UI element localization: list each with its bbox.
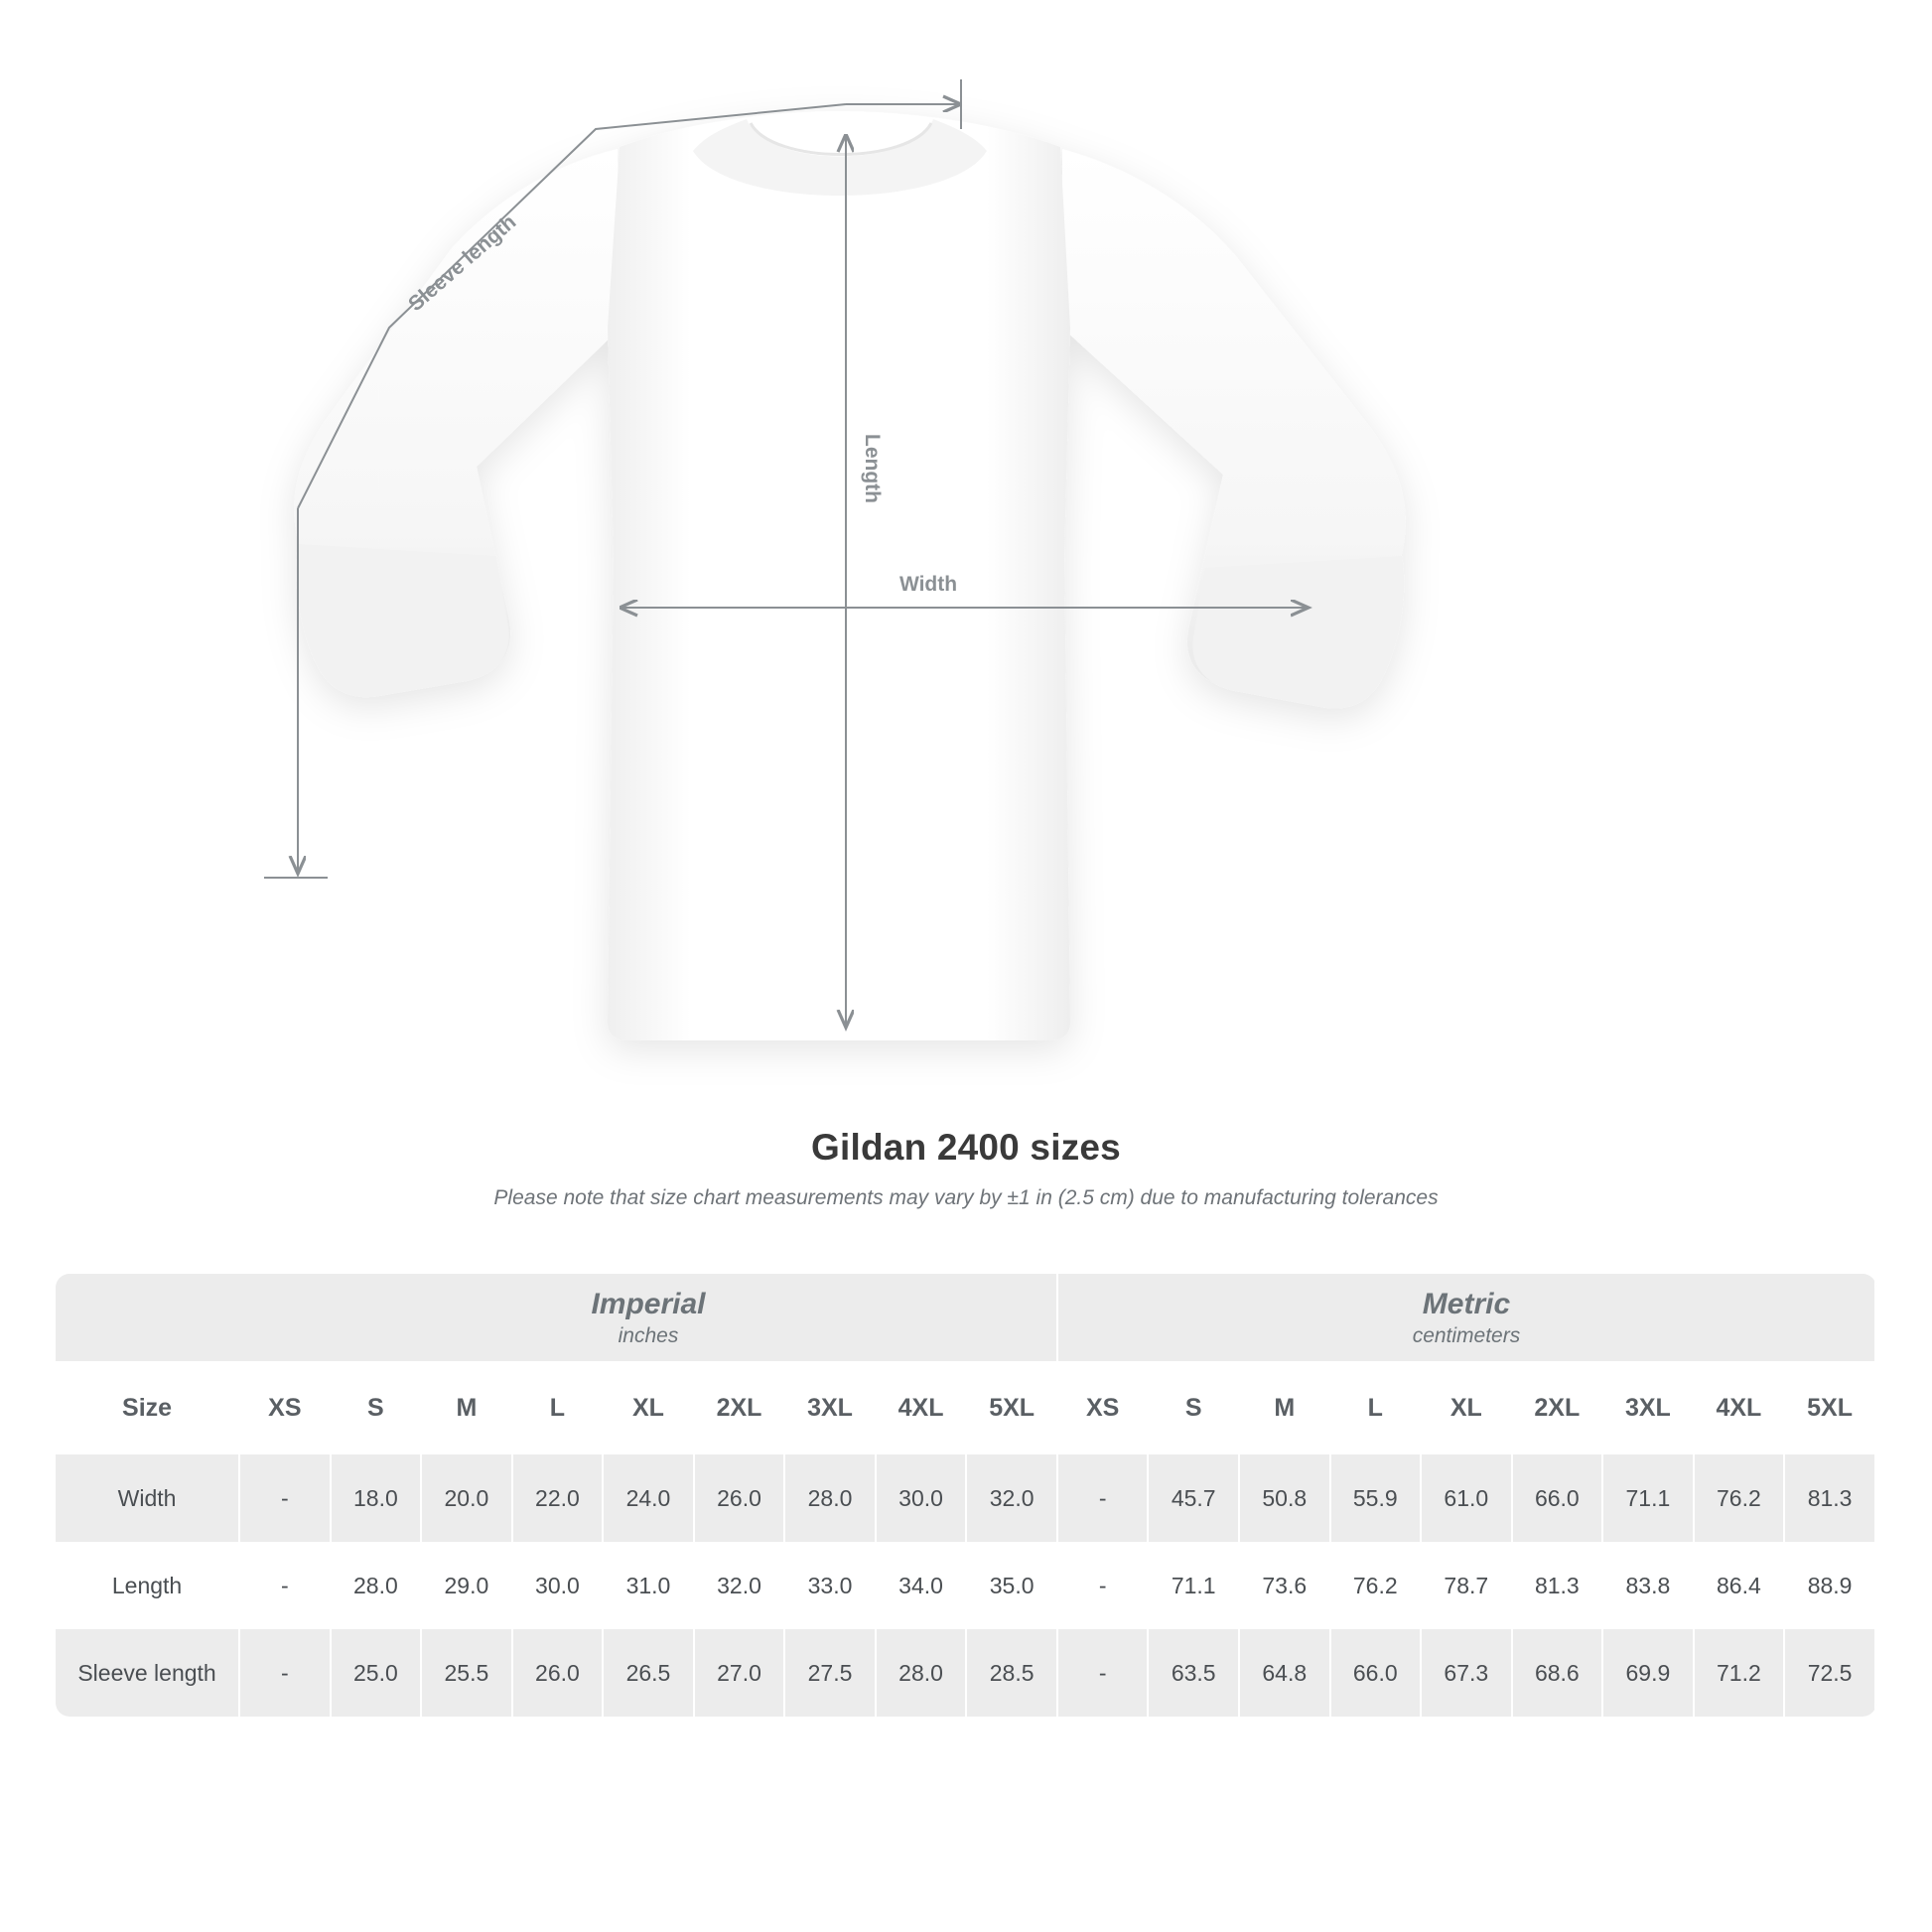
cell-length-imperial-7: 34.0 [877,1542,968,1629]
cell-width-metric-3: 55.9 [1331,1454,1423,1542]
size-col-7: 4XL [877,1361,968,1454]
size-col-3: L [513,1361,605,1454]
cell-sleeve-imperial-5: 27.0 [695,1629,786,1717]
cell-length-metric-0: - [1058,1542,1150,1629]
size-col-15: 3XL [1603,1361,1695,1454]
row-label-length: Length [56,1542,240,1629]
size-col-6: 3XL [785,1361,877,1454]
cell-width-imperial-0: - [240,1454,332,1542]
cell-width-imperial-5: 26.0 [695,1454,786,1542]
size-table [56,1274,1876,1717]
cell-sleeve-imperial-6: 27.5 [785,1629,877,1717]
cell-length-metric-5: 81.3 [1513,1542,1604,1629]
length-label: Length [861,434,884,503]
size-col-8: 5XL [967,1361,1058,1454]
unit-group-metric [1058,1274,1876,1361]
size-header-label: Size [56,1361,240,1454]
cell-width-metric-5: 66.0 [1513,1454,1604,1542]
cell-sleeve-imperial-3: 26.0 [513,1629,605,1717]
cell-length-metric-1: 71.1 [1149,1542,1240,1629]
tolerance-note: Please note that size chart measurements may vary by ±1 in (2.5 cm) due to manufacturing tolerances [493,1186,1439,1209]
size-col-9: XS [1058,1361,1150,1454]
size-col-1: S [332,1361,423,1454]
cell-width-metric-7: 76.2 [1695,1454,1786,1542]
cell-sleeve-metric-8: 72.5 [1785,1629,1876,1717]
table-corner [56,1274,240,1361]
cell-length-imperial-8: 35.0 [967,1542,1058,1629]
cell-sleeve-imperial-7: 28.0 [877,1629,968,1717]
cell-length-imperial-3: 30.0 [513,1542,605,1629]
cell-width-imperial-2: 20.0 [422,1454,513,1542]
cell-width-metric-6: 71.1 [1603,1454,1695,1542]
cell-length-metric-8: 88.9 [1785,1542,1876,1629]
cell-sleeve-imperial-0: - [240,1629,332,1717]
cell-sleeve-imperial-4: 26.5 [604,1629,695,1717]
unit-group-metric-name: Metric [1422,1287,1511,1320]
cell-sleeve-metric-4: 67.3 [1422,1629,1513,1717]
table-row [56,1454,1876,1542]
cell-length-imperial-2: 29.0 [422,1542,513,1629]
size-col-2: M [422,1361,513,1454]
cell-sleeve-metric-3: 66.0 [1331,1629,1423,1717]
size-col-12: L [1331,1361,1423,1454]
chart-heading [0,1127,1932,1210]
row-label-width: Width [56,1454,240,1542]
size-col-4: XL [604,1361,695,1454]
row-label-sleeve-length: Sleeve length [56,1629,240,1717]
cell-length-imperial-5: 32.0 [695,1542,786,1629]
cell-sleeve-metric-1: 63.5 [1149,1629,1240,1717]
cell-width-metric-0: - [1058,1454,1150,1542]
cell-length-metric-4: 78.7 [1422,1542,1513,1629]
cell-sleeve-imperial-2: 25.5 [422,1629,513,1717]
cell-length-imperial-6: 33.0 [785,1542,877,1629]
size-col-10: S [1149,1361,1240,1454]
table-row [56,1542,1876,1629]
cell-sleeve-metric-5: 68.6 [1513,1629,1604,1717]
size-col-17: 5XL [1785,1361,1876,1454]
cell-width-imperial-7: 30.0 [877,1454,968,1542]
cell-width-imperial-8: 32.0 [967,1454,1058,1542]
cell-length-metric-2: 73.6 [1240,1542,1331,1629]
unit-group-imperial [240,1274,1058,1361]
size-col-0: XS [240,1361,332,1454]
sleeve-length-label: Sleeve length [404,210,521,317]
cell-width-metric-4: 61.0 [1422,1454,1513,1542]
cell-sleeve-metric-6: 69.9 [1603,1629,1695,1717]
unit-group-imperial-name: Imperial [591,1287,706,1320]
unit-group-metric-sub: centimeters [1412,1324,1521,1348]
size-table-wrapper [56,1274,1876,1717]
cell-length-imperial-4: 31.0 [604,1542,695,1629]
cell-width-metric-2: 50.8 [1240,1454,1331,1542]
page-title: Gildan 2400 sizes [811,1127,1121,1168]
cell-sleeve-imperial-1: 25.0 [332,1629,423,1717]
cell-width-imperial-6: 28.0 [785,1454,877,1542]
cell-sleeve-metric-7: 71.2 [1695,1629,1786,1717]
table-row [56,1629,1876,1717]
unit-group-imperial-sub: inches [618,1324,679,1348]
unit-header-row [56,1274,1876,1361]
cell-length-metric-3: 76.2 [1331,1542,1423,1629]
cell-length-metric-6: 83.8 [1603,1542,1695,1629]
cell-width-metric-8: 81.3 [1785,1454,1876,1542]
cell-sleeve-imperial-8: 28.5 [967,1629,1058,1717]
size-col-14: 2XL [1513,1361,1604,1454]
cell-width-metric-1: 45.7 [1149,1454,1240,1542]
size-header-row [56,1361,1876,1454]
size-col-16: 4XL [1695,1361,1786,1454]
cell-width-imperial-3: 22.0 [513,1454,605,1542]
cell-length-metric-7: 86.4 [1695,1542,1786,1629]
cell-width-imperial-1: 18.0 [332,1454,423,1542]
cell-width-imperial-4: 24.0 [604,1454,695,1542]
cell-sleeve-metric-2: 64.8 [1240,1629,1331,1717]
width-label: Width [898,573,958,596]
cell-length-imperial-1: 28.0 [332,1542,423,1629]
size-col-5: 2XL [695,1361,786,1454]
cell-length-imperial-0: - [240,1542,332,1629]
size-col-11: M [1240,1361,1331,1454]
size-col-13: XL [1422,1361,1513,1454]
cell-sleeve-metric-0: - [1058,1629,1150,1717]
